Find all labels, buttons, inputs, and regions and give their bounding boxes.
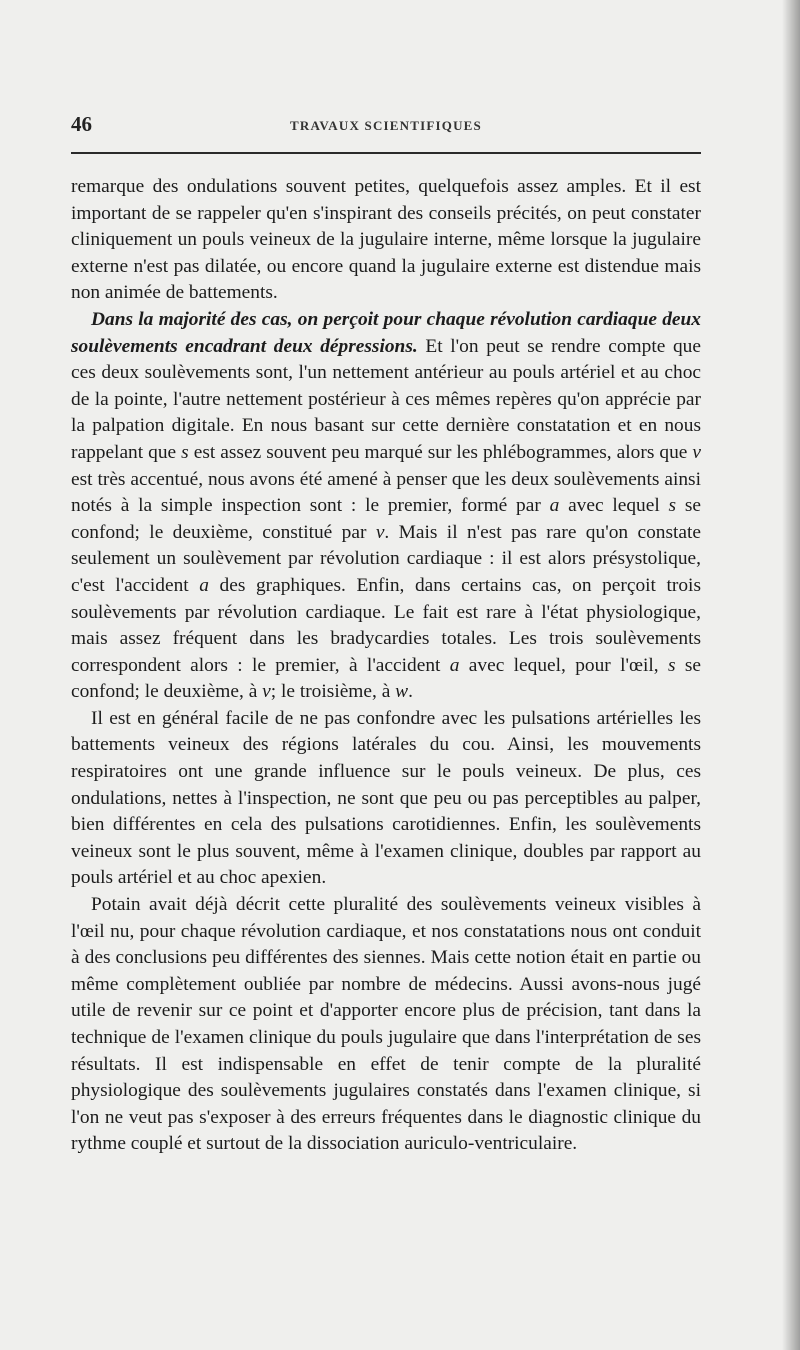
symbol-v: v (692, 441, 701, 463)
text-run: avec lequel, pour l'œil, (459, 654, 668, 676)
text-run: avec lequel (559, 495, 669, 517)
emphasized-sentence: Dans la majorité des cas, on perçoit pour chaque révolution cardiaque deux soulèvements encadrant deux dépressions. (71, 308, 701, 357)
text-run: . (408, 681, 413, 703)
page-edge-shadow (782, 0, 800, 1350)
symbol-a: a (449, 654, 460, 676)
running-title: TRAVAUX SCIENTIFIQUES (290, 118, 482, 133)
paragraph-1: remarque des ondulations souvent petites, quelquefois assez amples. Et il est important de se rappeler qu'en s'inspirant des conseils précités, on peut constater cliniquement un pouls veineux de la jugulaire interne, même lorsque la jugulaire externe n'est pas dilatée, ou encore quand la jugulaire externe est distendue mais non animée de battements. (71, 176, 701, 304)
page-number: 46 (71, 112, 92, 136)
paragraph-4: Potain avait déjà décrit cette pluralité des soulèvements veineux visibles à l'œil nu, pour chaque révolution cardiaque, et nos constatations nous ont conduit à des conclusions peu différentes des siennes. Mais cette notion était en partie ou même complètement oubliée par nombre de médecins. Aussi avons-nous jugé utile de revenir sur ce point et d'apporter encore plus de précision, tant dans la technique de l'examen clinique du pouls jugulaire que dans l'interprétation de ses résultats. Il est indispensable en effet de tenir compte de la pluralité physiologique des soulèvements jugulaires constatés dans l'examen clinique, si l'on ne veut pas s'exposer à des erreurs fréquentes dans le diagnostic clinique du rythme couplé et surtout de la dissociation auriculo-ventriculaire. (71, 894, 701, 1155)
page-header (71, 112, 701, 146)
text-run: se confond; le deuxième, constitué par (71, 495, 701, 543)
text-run: des graphiques. Enfin, dans certains cas, on perçoit trois soulèvements par révolution cardiaque. Le fait est rare à l'état physiologique, mais assez fréquent dans les bradycardies totales. Les trois soulèvements correspondent alors : le premier, à l'accident (71, 574, 701, 676)
symbol-w: w (395, 681, 409, 703)
symbol-v: v (262, 681, 271, 703)
paragraph-2 (71, 307, 701, 706)
symbol-s: s (668, 495, 677, 517)
text-run: est très accentué, nous avons été amené à penser que les deux soulèvements ainsi notés à la simple inspection sont : le premier, formé par (71, 468, 701, 517)
paragraph-3: Il est en général facile de ne pas confondre avec les pulsations artérielles les battements veineux des régions latérales du cou. Ainsi, les mouvements respiratoires ont une grande influence sur le pouls veineux. De plus, ces ondulations, nettes à l'inspection, ne sont que peu ou pas perceptibles au palper, bien différentes en cela des pulsations carotidiennes. Enfin, les soulèvements veineux sont le plus souvent, même à l'examen clinique, doubles par rapport au pouls artériel et au choc apexien. (71, 707, 701, 889)
text-run: est assez souvent peu marqué sur les phlébogrammes, alors que (188, 441, 693, 463)
symbol-s: s (667, 654, 676, 676)
symbol-a: a (199, 574, 209, 596)
text-run: Et l'on peut se rendre compte que ces deux soulèvements sont, l'un nettement antérieur au pouls artériel et au choc de la pointe, l'autre nettement postérieur à ces mêmes repères qu'on apprécie par la palpation digitale. En nous basant sur cette dernière constatation et en nous rappelant que (71, 335, 701, 463)
header-rule (71, 152, 701, 154)
text-run: . Mais il n'est pas rare qu'on constate seulement un soulèvement par révolution cardiaque : il est alors présystolique, c'est l'accident (71, 521, 701, 596)
symbol-v: v (375, 521, 385, 543)
text-run: ; le troisième, à (270, 681, 396, 703)
symbol-s: s (181, 441, 189, 463)
text-run: se confond; le deuxième, à (71, 654, 701, 703)
symbol-a: a (549, 495, 560, 517)
text-body (71, 174, 701, 1158)
